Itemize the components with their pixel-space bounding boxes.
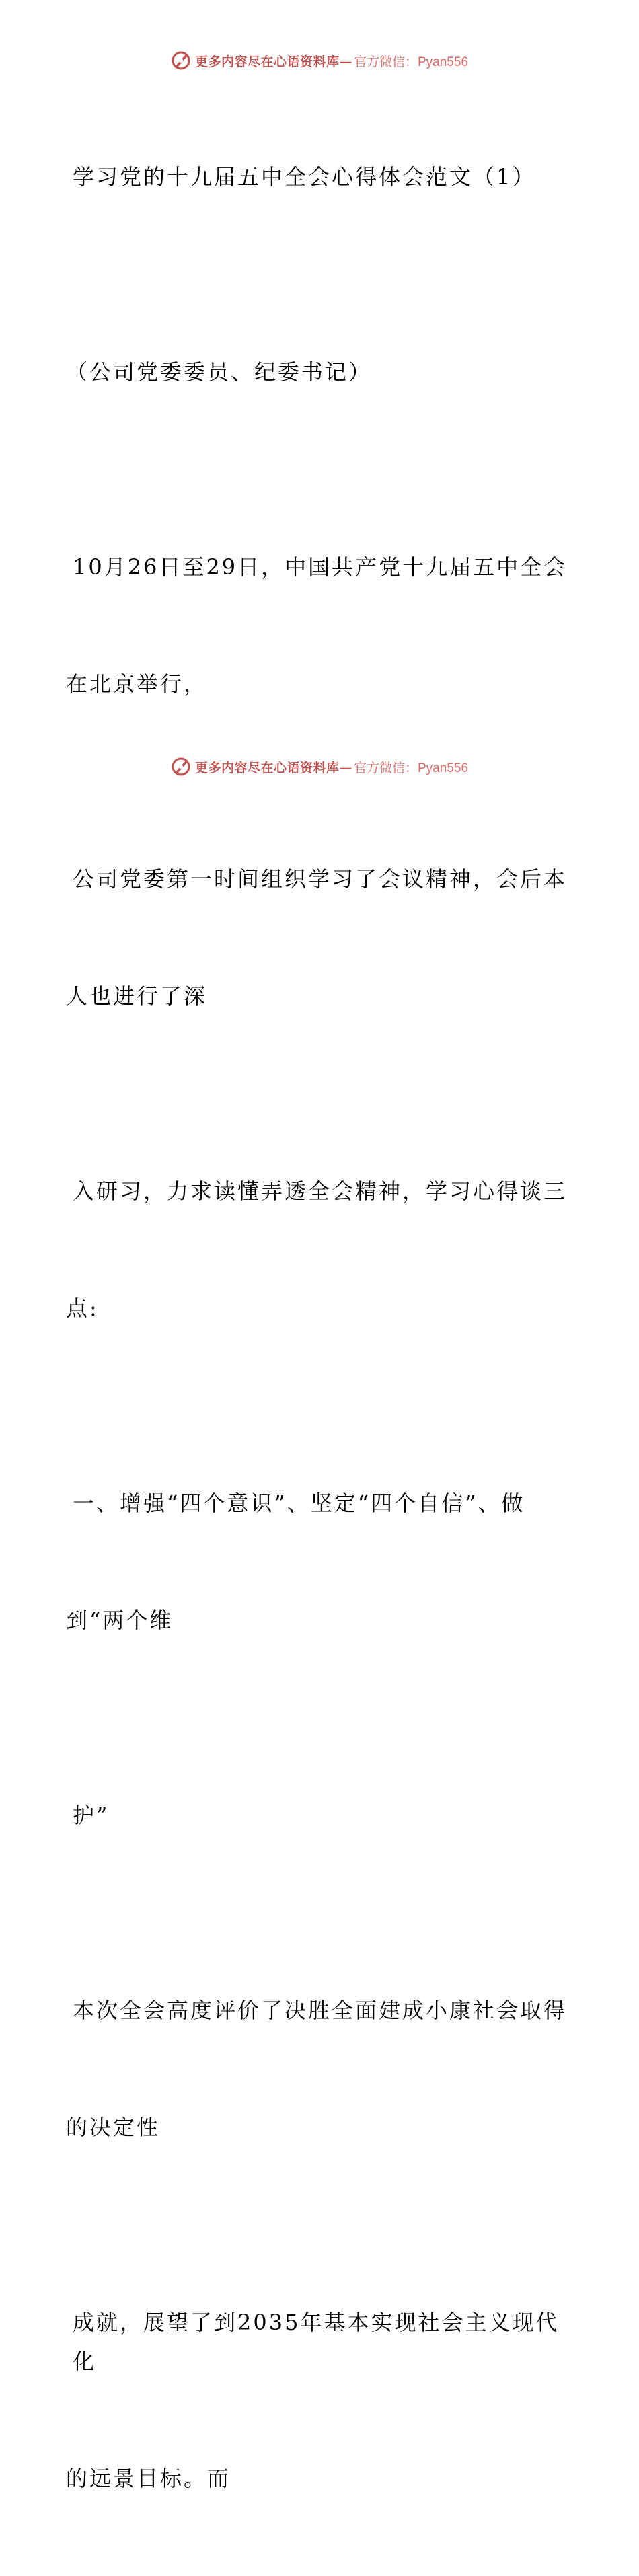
document-body xyxy=(66,79,577,2576)
paragraph: 公司党委第一时间组织学习了会议精神，会后本 人也进行了深 xyxy=(66,866,568,1009)
section-heading: 一、增强“四个意识”、坚定“四个自信”、做 到“两个维 xyxy=(66,1490,525,1633)
paragraph: 入研习，力求读懂弄透全会精神，学习心得谈三 点: xyxy=(66,1178,568,1321)
paragraph: 10月26日至29日，中国共产党十九届五中全会 在北京举行， xyxy=(66,554,568,697)
paragraph: 本次全会高度评价了决胜全面建成小康社会取得 的决定性 xyxy=(66,1998,568,2140)
banner-contact: 官方微信：Pyan556 xyxy=(354,54,469,69)
banner-contact: 官方微信：Pyan556 xyxy=(354,761,469,775)
doc-subtitle: （公司党委委员、纪委书记） xyxy=(66,359,373,385)
paragraph: 成就，展望了到2035年基本实现社会主义现代化 的远景目标。而 xyxy=(66,2310,560,2491)
quill-logo-icon xyxy=(171,757,191,777)
banner-text: 更多内容尽在心语资料库— xyxy=(194,54,352,69)
header-banner xyxy=(0,47,639,74)
doc-title: 学习党的十九届五中全会心得体会范文（1） xyxy=(73,164,536,190)
banner-text: 更多内容尽在心语资料库— xyxy=(194,760,352,775)
quill-logo-icon xyxy=(171,50,191,71)
section-heading-end: 护” xyxy=(73,1803,110,1828)
footer-banner xyxy=(0,753,639,780)
